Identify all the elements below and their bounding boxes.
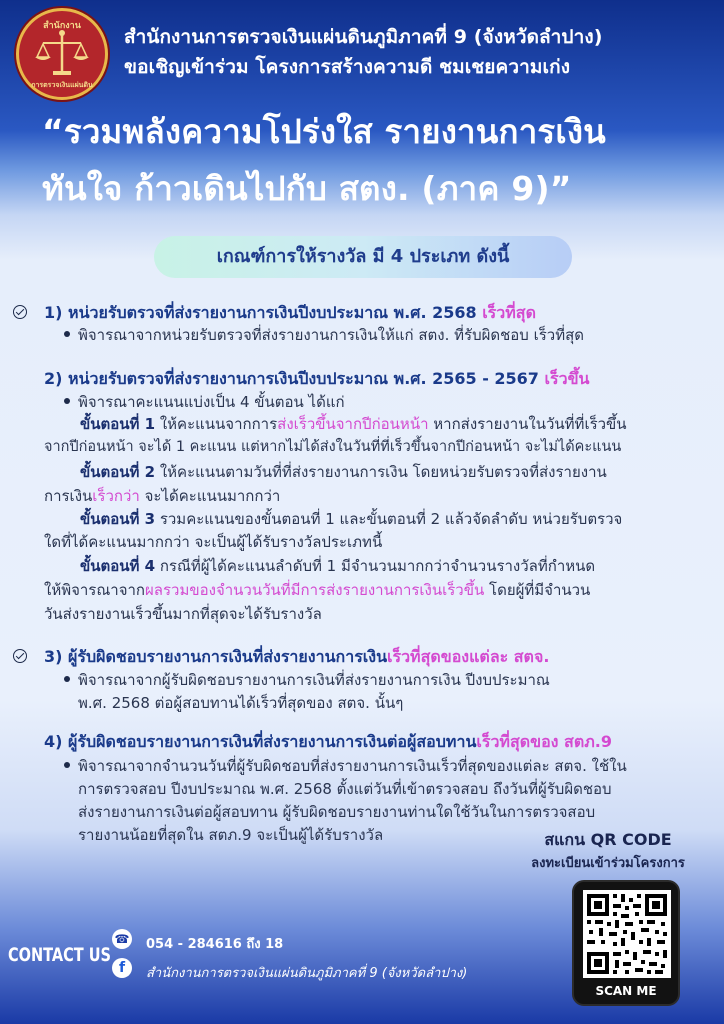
slogan-line-2: ทันใจ ก้าวเดินไปกับ สตง. (ภาค 9)” (42, 169, 572, 208)
step-4-label: ขั้นตอนที่ 4 (80, 557, 156, 575)
section-3-title-highlight: เร็วที่สุดของแต่ละ สตจ. (387, 647, 550, 666)
section-3-bullet-line-2: พ.ศ. 2568 ต่อผู้สอบทานได้เร็วที่สุดของ สตจ. นั้นๆ (78, 694, 404, 712)
bullet-icon (64, 762, 70, 768)
step-4-line-2 (44, 578, 590, 602)
step-1-line-2: จากปีก่อนหน้า จะได้ 1 คะแนน แต่หากไม่ได้ส่งในวันที่ที่เร็วขึ้นจากปีก่อนหน้า จะไม่ได้คะแนน (44, 439, 622, 455)
logo-top-text: สำนักงาน (43, 21, 81, 31)
section-2-title-highlight: เร็วขึ้น (544, 369, 590, 388)
contact-phone[interactable]: 054 - 284616 ถึง 18 (146, 937, 284, 952)
step-2-text-c: จะได้คะแนนมากกว่า (139, 487, 281, 505)
step-3-label: ขั้นตอนที่ 3 (80, 510, 156, 528)
qr-phone-frame (572, 880, 680, 1006)
qr-code-icon (583, 890, 671, 978)
section-4-bullet-line-3: ส่งรายงานการเงินต่อผู้สอบทาน ผู้รับผิดชอบรายงานท่านใดใช้วันในการตรวจสอบ (78, 803, 596, 821)
section-4-title-text: 4) ผู้รับผิดชอบรายงานการเงินที่ส่งรายงานการเงินต่อผู้สอบทาน (44, 732, 477, 751)
step-1-text-a: ให้คะแนนจากการ (155, 415, 278, 433)
section-3-title (44, 645, 549, 670)
qr-code[interactable] (583, 890, 671, 978)
section-1-title-highlight: เร็วที่สุด (482, 303, 536, 322)
section-4-title-highlight: เร็วที่สุดของ สตภ.9 (476, 732, 612, 751)
criteria-pill: เกณฑ์การให้รางวัล มี 4 ประเภท ดังนี้ (154, 236, 572, 278)
header-agency-name: สำนักงานการตรวจเงินแผ่นดินภูมิภาคที่ 9 (จังหวัดลำปาง) (124, 26, 603, 48)
scan-me-label: SCAN ME (595, 984, 657, 998)
step-2-text-b: การเงิน (44, 487, 93, 505)
step-2-line-1 (80, 460, 607, 484)
contact-facebook[interactable]: สำนักงานการตรวจเงินแผ่นดินภูมิภาคที่ 9 (จังหวัดลำปาง) (146, 966, 468, 981)
section-3-title-text: 3) ผู้รับผิดชอบรายงานการเงินที่ส่งรายงานการเงิน (44, 647, 387, 666)
checkmark-icon (13, 305, 27, 319)
section-2-title (44, 367, 589, 392)
step-1-highlight: ส่งเร็วขึ้นจากปีก่อนหน้า (277, 415, 429, 433)
qr-subtitle: ลงทะเบียนเข้าร่วมโครงการ (531, 856, 685, 871)
step-1-label: ขั้นตอนที่ 1 (80, 415, 156, 433)
step-1-text-b: หากส่งรายงานในวันที่ที่เร็วขึ้น (428, 415, 627, 433)
step-3-line-1 (80, 507, 622, 531)
section-1-title-text: 1) หน่วยรับตรวจที่ส่งรายงานการเงินปีงบประมาณ พ.ศ. 2568 (44, 303, 483, 322)
step-1-line-1 (80, 412, 627, 436)
step-4-text-c: โดยผู้ที่มีจำนวน (484, 581, 591, 599)
agency-logo (16, 8, 108, 100)
section-4-title (44, 730, 612, 755)
step-4-line-1 (80, 554, 595, 578)
checkmark-icon (13, 649, 27, 663)
bullet-icon (64, 331, 70, 337)
section-2-bullet: พิจารณาคะแนนแบ่งเป็น 4 ขั้นตอน ได้แก่ (78, 393, 345, 411)
step-4-line-3: วันส่งรายงานเร็วขึ้นมากที่สุดจะได้รับรางวัล (44, 605, 322, 623)
section-2-title-text: 2) หน่วยรับตรวจที่ส่งรายงานการเงินปีงบประมาณ พ.ศ. 2565 - 2567 (44, 369, 545, 388)
section-3-bullet-line-1: พิจารณาจากผู้รับผิดชอบรายงานการเงินที่ส่งรายงานการเงิน ปีงบประมาณ (78, 671, 550, 689)
bullet-icon (64, 398, 70, 404)
step-4-text-a: กรณีที่ผู้ได้คะแนนลำดับที่ 1 มีจำนวนมากกว่าจำนวนรางวัลที่กำหนด (155, 557, 596, 575)
step-2-label: ขั้นตอนที่ 2 (80, 463, 156, 481)
phone-icon: ☎ (112, 929, 132, 949)
header-invitation: ขอเชิญเข้าร่วม โครงการสร้างความดี ชมเชยความเก่ง (124, 56, 571, 78)
step-3-line-2: ใดที่ได้คะแนนมากกว่า จะเป็นผู้ได้รับรางวัลประเภทนี้ (44, 533, 383, 551)
step-2-line-2 (44, 484, 280, 508)
section-4-bullet-line-2: การตรวจสอบ ปีงบประมาณ พ.ศ. 2568 ตั้งแต่วันที่เข้าตรวจสอบ ถึงวันที่ผู้รับผิดชอบ (78, 780, 612, 798)
step-2-text-a: ให้คะแนนตามวันที่ที่ส่งรายงานการเงิน โดยหน่วยรับตรวจที่ส่งรายงาน (155, 463, 607, 481)
section-4-bullet-line-4: รายงานน้อยที่สุดใน สตภ.9 จะเป็นผู้ได้รับรางวัล (78, 826, 384, 844)
bullet-icon (64, 676, 70, 682)
step-4-text-b: ให้พิจารณาจาก (44, 581, 146, 599)
slogan-line-1: “รวมพลังความโปร่งใส รายงานการเงิน (42, 112, 606, 151)
facebook-icon: f (112, 958, 132, 978)
step-2-highlight: เร็วกว่า (92, 487, 140, 505)
section-1-bullet: พิจารณาจากหน่วยรับตรวจที่ส่งรายงานการเงินให้แก่ สตง. ที่รับผิดชอบ เร็วที่สุด (78, 326, 584, 344)
qr-title: สแกน QR CODE (544, 830, 672, 849)
step-3-text-a: รวมคะแนนของขั้นตอนที่ 1 และขั้นตอนที่ 2 แล้วจัดลำดับ หน่วยรับตรวจ (155, 510, 623, 528)
section-4-bullet-line-1: พิจารณาจากจำนวนวันที่ผู้รับผิดชอบที่ส่งรายงานการเงินเร็วที่สุดของแต่ละ สตจ. ใช้ใน (78, 757, 627, 775)
logo-bottom-text: การตรวจเงินแผ่นดิน (31, 81, 93, 89)
contact-title: CONTACT US (8, 944, 111, 966)
step-4-highlight: ผลรวมของจำนวนวันที่มีการส่งรายงานการเงินเร็วขึ้น (145, 581, 485, 599)
